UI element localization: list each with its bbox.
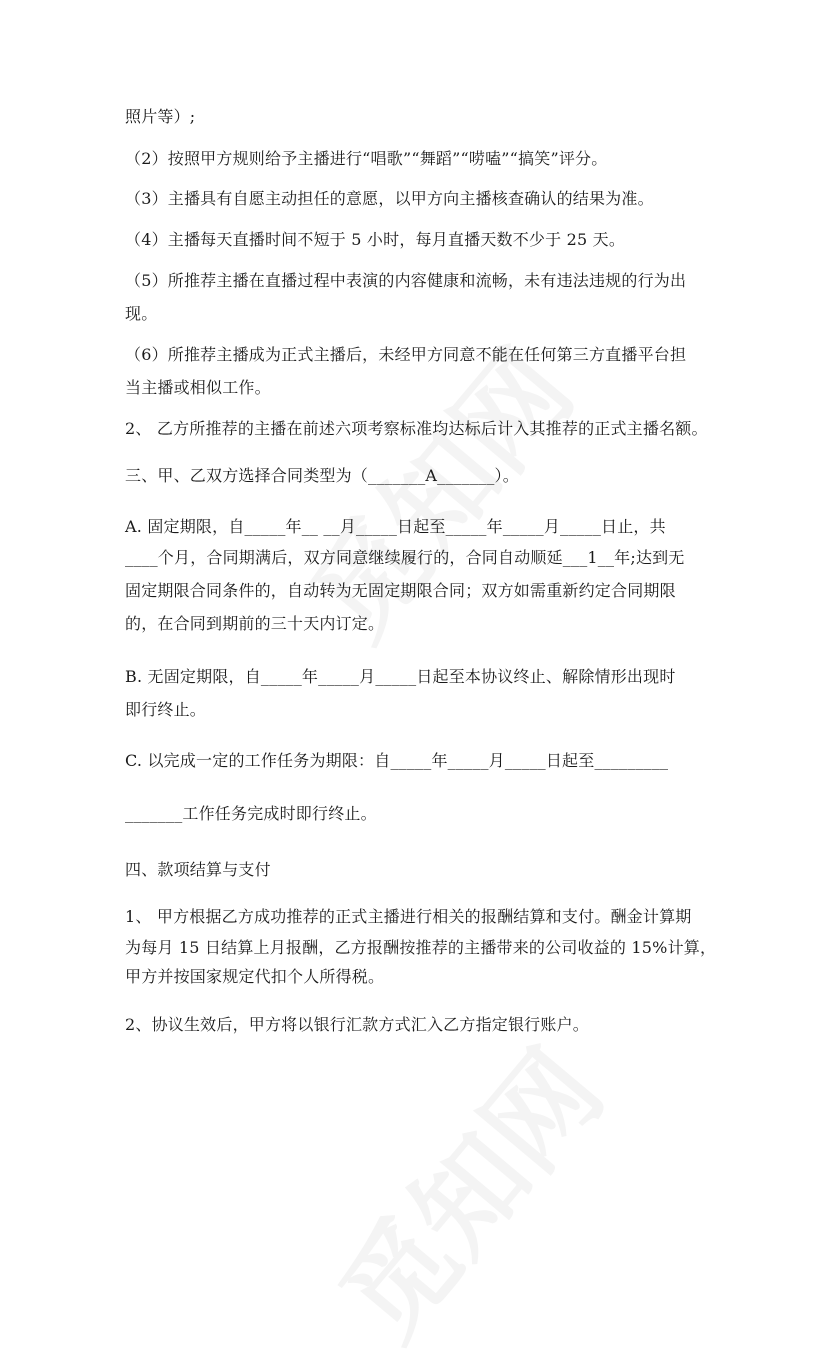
paragraph-line: 照片等）; <box>125 107 196 126</box>
paragraph-line: （2）按照甲方规则给予主播进行“唱歌”“舞蹈”“唠嗑”“搞笑”评分。 <box>125 149 608 168</box>
paragraph-line: （3）主播具有自愿主动担任的意愿，以甲方向主播核查确认的结果为准。 <box>125 189 654 208</box>
paragraph-line: ____个月，合同期满后，双方同意继续履行的，合同自动顺延___1__年;达到无 <box>125 548 685 567</box>
paragraph-line: 1、 甲方根据乙方成功推荐的正式主播进行相关的报酬结算和支付。酬金计算期 <box>125 907 692 926</box>
paragraph-line: C. 以完成一定的工作任务为期限：自_____年_____月_____日起至_________ <box>125 751 669 770</box>
paragraph-line: 即行终止。 <box>125 700 207 719</box>
paragraph-line: 固定期限合同条件的，自动转为无固定期限合同；双方如需重新约定合同期限 <box>125 581 676 600</box>
paragraph-line: 2、协议生效后，甲方将以银行汇款方式汇入乙方指定银行账户。 <box>125 1015 589 1034</box>
paragraph-line: 2、 乙方所推荐的主播在前述六项考察标准均达标后计入其推荐的正式主播名额。 <box>125 419 708 438</box>
paragraph-line: 甲方并按国家规定代扣个人所得税。 <box>125 967 385 986</box>
paragraph-line: 的，在合同到期前的三十天内订定。 <box>125 614 385 633</box>
paragraph-line: 三、甲、乙双方选择合同类型为（_______A_______）。 <box>125 466 519 485</box>
paragraph-line: A. 固定期限，自_____年__ __月_____日起至_____年_____月_____日止，共 <box>125 517 666 536</box>
section-heading: 四、款项结算与支付 <box>125 860 271 879</box>
paragraph-line: 为每月 15 日结算上月报酬，乙方报酬按推荐的主播带来的公司收益的 15%计算， <box>125 938 717 957</box>
watermark <box>298 1012 631 1366</box>
paragraph-line: （4）主播每天直播时间不短于 5 小时，每月直播天数不少于 25 天。 <box>125 230 626 249</box>
paragraph-line: 现。 <box>125 304 158 323</box>
paragraph-line: 当主播或相似工作。 <box>125 378 271 397</box>
paragraph-line: B. 无固定期限，自_____年_____月_____日起至本协议终止、解除情形出现时 <box>125 667 676 686</box>
paragraph-line: （5）所推荐主播在直播过程中表演的内容健康和流畅，未有违法违规的行为出 <box>125 271 687 290</box>
paragraph-line: （6）所推荐主播成为正式主播后，未经甲方同意不能在任何第三方直播平台担 <box>125 345 687 364</box>
paragraph-line: _______工作任务完成时即行终止。 <box>125 804 377 823</box>
